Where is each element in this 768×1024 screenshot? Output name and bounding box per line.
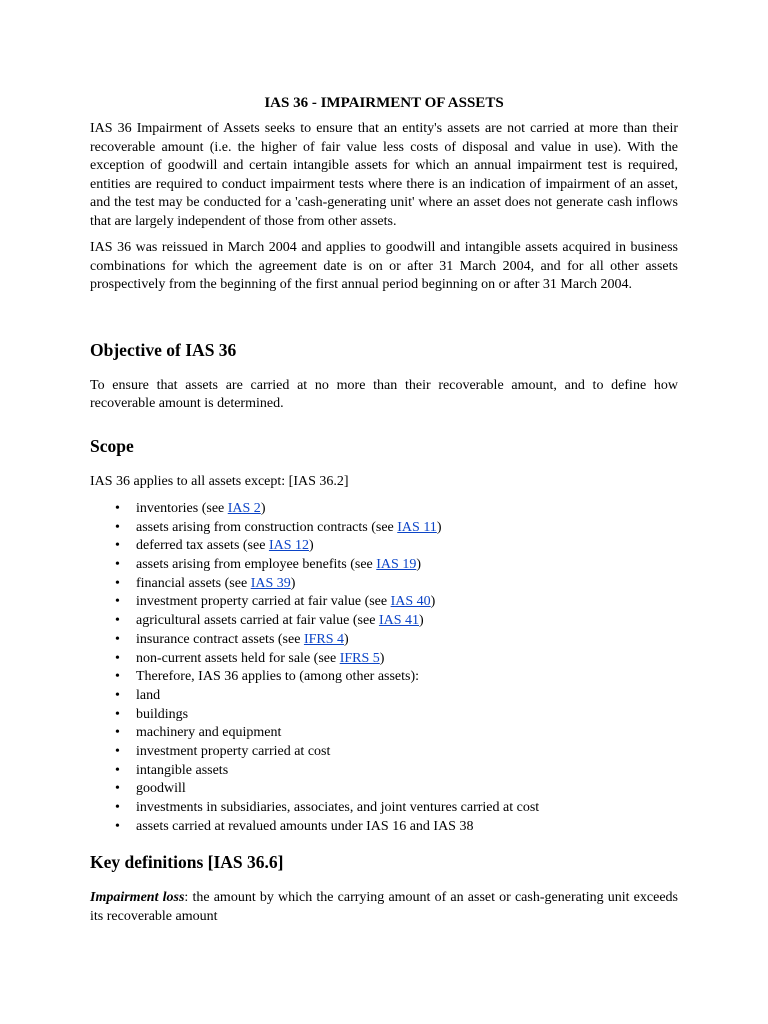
definition-impairment-loss	[90, 889, 678, 926]
definition-term: Impairment loss	[90, 890, 185, 906]
list-item-text: assets arising from construction contracts (see	[136, 519, 398, 535]
list-item-text: intangible assets	[136, 762, 229, 778]
definition-text: : the amount by which the carrying amount of an asset or cash-generating unit exceeds its recoverable amount	[90, 890, 678, 924]
scope-heading: Scope	[90, 435, 134, 456]
bullet-icon: •	[115, 800, 120, 815]
bullet-icon: •	[115, 519, 120, 535]
list-item-suffix: )	[419, 613, 424, 629]
bullet-icon: •	[115, 631, 120, 647]
bullet-icon: •	[115, 575, 120, 591]
bullet-icon: •	[115, 687, 120, 703]
objective-text: To ensure that assets are carried at no more than their recoverable amount, and to define how recoverable amount is determined.	[90, 377, 678, 411]
scope-intro: IAS 36 applies to all assets except: [IAS 36.2]	[90, 473, 349, 489]
list-item	[90, 593, 678, 612]
list-item-text: Therefore, IAS 36 applies to (among other assets):	[136, 669, 420, 685]
standard-link[interactable]: IAS 19	[376, 557, 417, 573]
list-item-text: financial assets (see	[136, 575, 251, 591]
list-item	[90, 556, 678, 575]
standard-link[interactable]: IFRS 5	[339, 650, 380, 666]
list-item	[90, 668, 678, 687]
intro-paragraph-2: IAS 36 was reissued in March 2004 and applies to goodwill and intangible assets acquired in business combinations for which the agreement date is on or after 31 March 2004, and for all other assets prospectively from the beginning of the first annual period beginning on or after 31 March 2004.	[90, 240, 678, 292]
list-item-text: assets carried at revalued amounts under IAS 16 and IAS 38	[136, 818, 474, 834]
list-item-text: inventories (see	[136, 501, 228, 516]
standard-link[interactable]: IAS 12	[268, 538, 309, 554]
bullet-icon: •	[115, 706, 120, 722]
list-item	[90, 687, 678, 706]
standard-link[interactable]: IAS 41	[378, 613, 419, 629]
bullet-icon: •	[115, 650, 120, 666]
list-item-text: machinery and equipment	[136, 725, 282, 741]
list-item-text: agricultural assets carried at fair value (see	[136, 613, 379, 629]
bullet-icon: •	[115, 818, 120, 834]
list-item-text: non-current assets held for sale (see	[136, 650, 340, 666]
list-item	[90, 650, 678, 669]
list-item-text: assets arising from employee benefits (see	[136, 557, 377, 573]
list-item	[90, 818, 678, 837]
bullet-icon: •	[115, 743, 120, 759]
list-item	[90, 500, 678, 519]
intro-paragraph-1: IAS 36 Impairment of Assets seeks to ensure that an entity's assets are not carried at more than their recoverable amount (i.e. the higher of fair value less costs of disposal and value in use). With the exception of goodwill and certain intangible assets for which an annual impairment test is required, entities are required to conduct impairment tests where there is an indication of impairment of an asset, and the test may be conducted for a 'cash-generating unit' where an asset does not generate cash inflows that are largely independent of those from other assets.	[90, 121, 678, 229]
list-item	[90, 706, 678, 725]
list-item-suffix: )	[309, 538, 314, 554]
list-item-text: investment property carried at fair value (see	[136, 594, 391, 610]
standard-link[interactable]: IFRS 4	[303, 631, 345, 647]
bullet-icon: •	[115, 725, 120, 741]
list-item-suffix: )	[430, 594, 436, 610]
list-item	[90, 780, 678, 799]
list-item-suffix: )	[416, 557, 421, 573]
list-item-suffix: )	[379, 650, 385, 666]
standard-link[interactable]: IAS 11	[397, 519, 437, 535]
list-item	[90, 537, 678, 556]
page-title: IAS 36 - IMPAIRMENT OF ASSETS	[264, 95, 504, 111]
list-item-text: land	[136, 687, 161, 703]
list-item-text: deferred tax assets (see	[136, 538, 269, 554]
bullet-icon: •	[115, 538, 120, 554]
bullet-icon: •	[115, 557, 120, 573]
list-item	[90, 519, 678, 538]
list-item	[90, 743, 678, 762]
list-item	[90, 762, 678, 781]
list-item-text: investments in subsidiaries, associates, and joint ventures carried at cost	[136, 800, 540, 815]
list-item-text: buildings	[136, 706, 189, 722]
list-item	[90, 612, 678, 631]
scope-list	[90, 500, 678, 836]
standard-link[interactable]: IAS 39	[250, 575, 291, 591]
standard-link[interactable]: IAS 40	[390, 594, 431, 610]
list-item	[90, 799, 678, 818]
key-definitions-heading: Key definitions [IAS 36.6]	[90, 852, 284, 873]
standard-link[interactable]: IAS 2	[227, 501, 261, 516]
list-item-text: insurance contract assets (see	[136, 631, 304, 647]
list-item-suffix: )	[344, 631, 349, 647]
bullet-icon: •	[115, 613, 120, 629]
list-item-text: investment property carried at cost	[136, 743, 331, 759]
bullet-icon: •	[115, 501, 120, 516]
list-item	[90, 575, 678, 594]
list-item-suffix: )	[260, 501, 266, 516]
document-body	[90, 93, 678, 934]
list-item-suffix: )	[436, 519, 442, 535]
list-item	[90, 724, 678, 743]
list-item-text: goodwill	[136, 781, 186, 797]
bullet-icon: •	[115, 669, 120, 685]
objective-heading: Objective of IAS 36	[90, 339, 237, 360]
list-item-suffix: )	[290, 575, 296, 591]
list-item	[90, 631, 678, 650]
bullet-icon: •	[115, 762, 120, 778]
bullet-icon: •	[115, 781, 120, 797]
bullet-icon: •	[115, 594, 120, 610]
